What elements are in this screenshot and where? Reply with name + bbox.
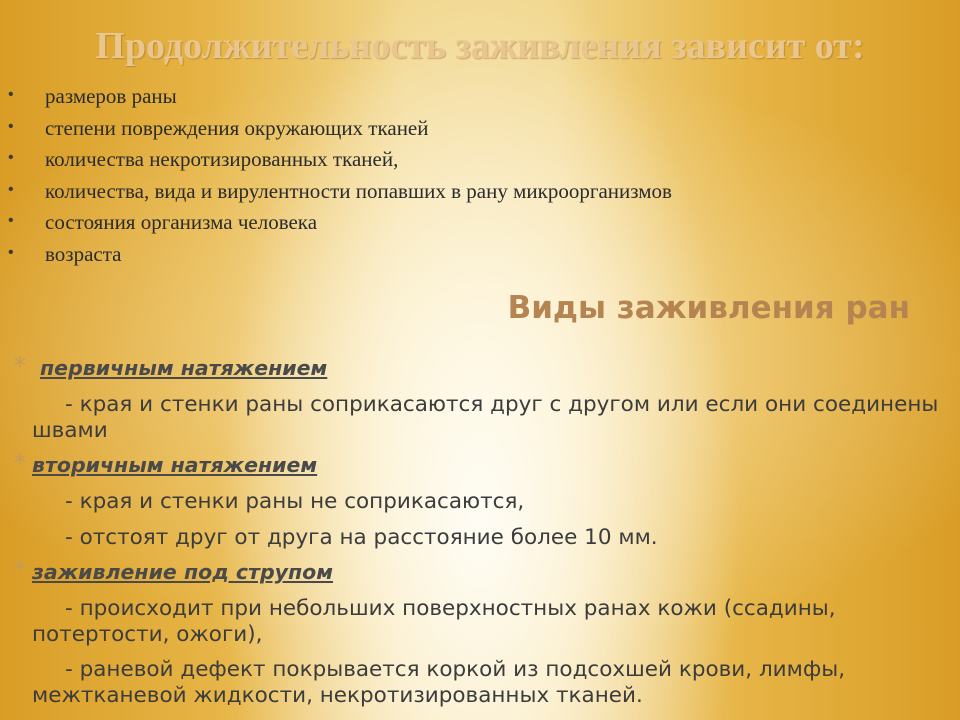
type-description: - раневой дефект покрывается коркой из подсохшей крови, лимфы, межтканевой жидкости, некротизированных тканей. bbox=[32, 657, 846, 708]
star-icon: * bbox=[14, 449, 26, 477]
type-name: заживление под струпом bbox=[32, 560, 333, 584]
type-name: первичным натяжением bbox=[40, 356, 328, 380]
star-icon: * bbox=[14, 556, 26, 584]
bullet-icon: • bbox=[8, 243, 14, 261]
factor-text: состояния организма человека bbox=[45, 210, 318, 234]
slide-title: Продолжительность заживления зависит от: bbox=[95, 25, 865, 67]
type-heading bbox=[14, 451, 944, 481]
bullet-icon: • bbox=[8, 149, 14, 166]
section-subtitle: Виды заживления ран bbox=[507, 290, 910, 326]
bullet-icon: • bbox=[8, 180, 14, 198]
factor-text: возраста bbox=[45, 241, 122, 266]
factor-text: размеров раны bbox=[45, 84, 177, 108]
factor-text: количества некротизированных тканей, bbox=[45, 147, 399, 171]
type-description: - края и стенки раны не соприкасаются, bbox=[65, 489, 525, 514]
bullet-icon: • bbox=[8, 212, 14, 229]
type-name: вторичным натяжением bbox=[32, 453, 318, 477]
type-description: - происходит при небольших поверхностных ранах кожи (ссадины, потертости, ожоги), bbox=[32, 596, 836, 647]
star-icon: * bbox=[14, 352, 26, 380]
factor-text: степени повреждения окружающих тканей bbox=[45, 115, 429, 140]
healing-types bbox=[14, 354, 944, 708]
bullet-icon: • bbox=[8, 117, 14, 135]
type-description: - отстоят друг от друга на расстояние более 10 мм. bbox=[65, 524, 658, 550]
type-description: - края и стенки раны соприкасаются друг с другом или если они соединены швами bbox=[32, 392, 939, 443]
type-heading bbox=[14, 354, 944, 384]
bullet-icon: • bbox=[8, 86, 14, 103]
type-heading bbox=[14, 558, 944, 588]
factor-text: количества, вида и вирулентности попавших в рану микроорганизмов bbox=[45, 178, 672, 203]
